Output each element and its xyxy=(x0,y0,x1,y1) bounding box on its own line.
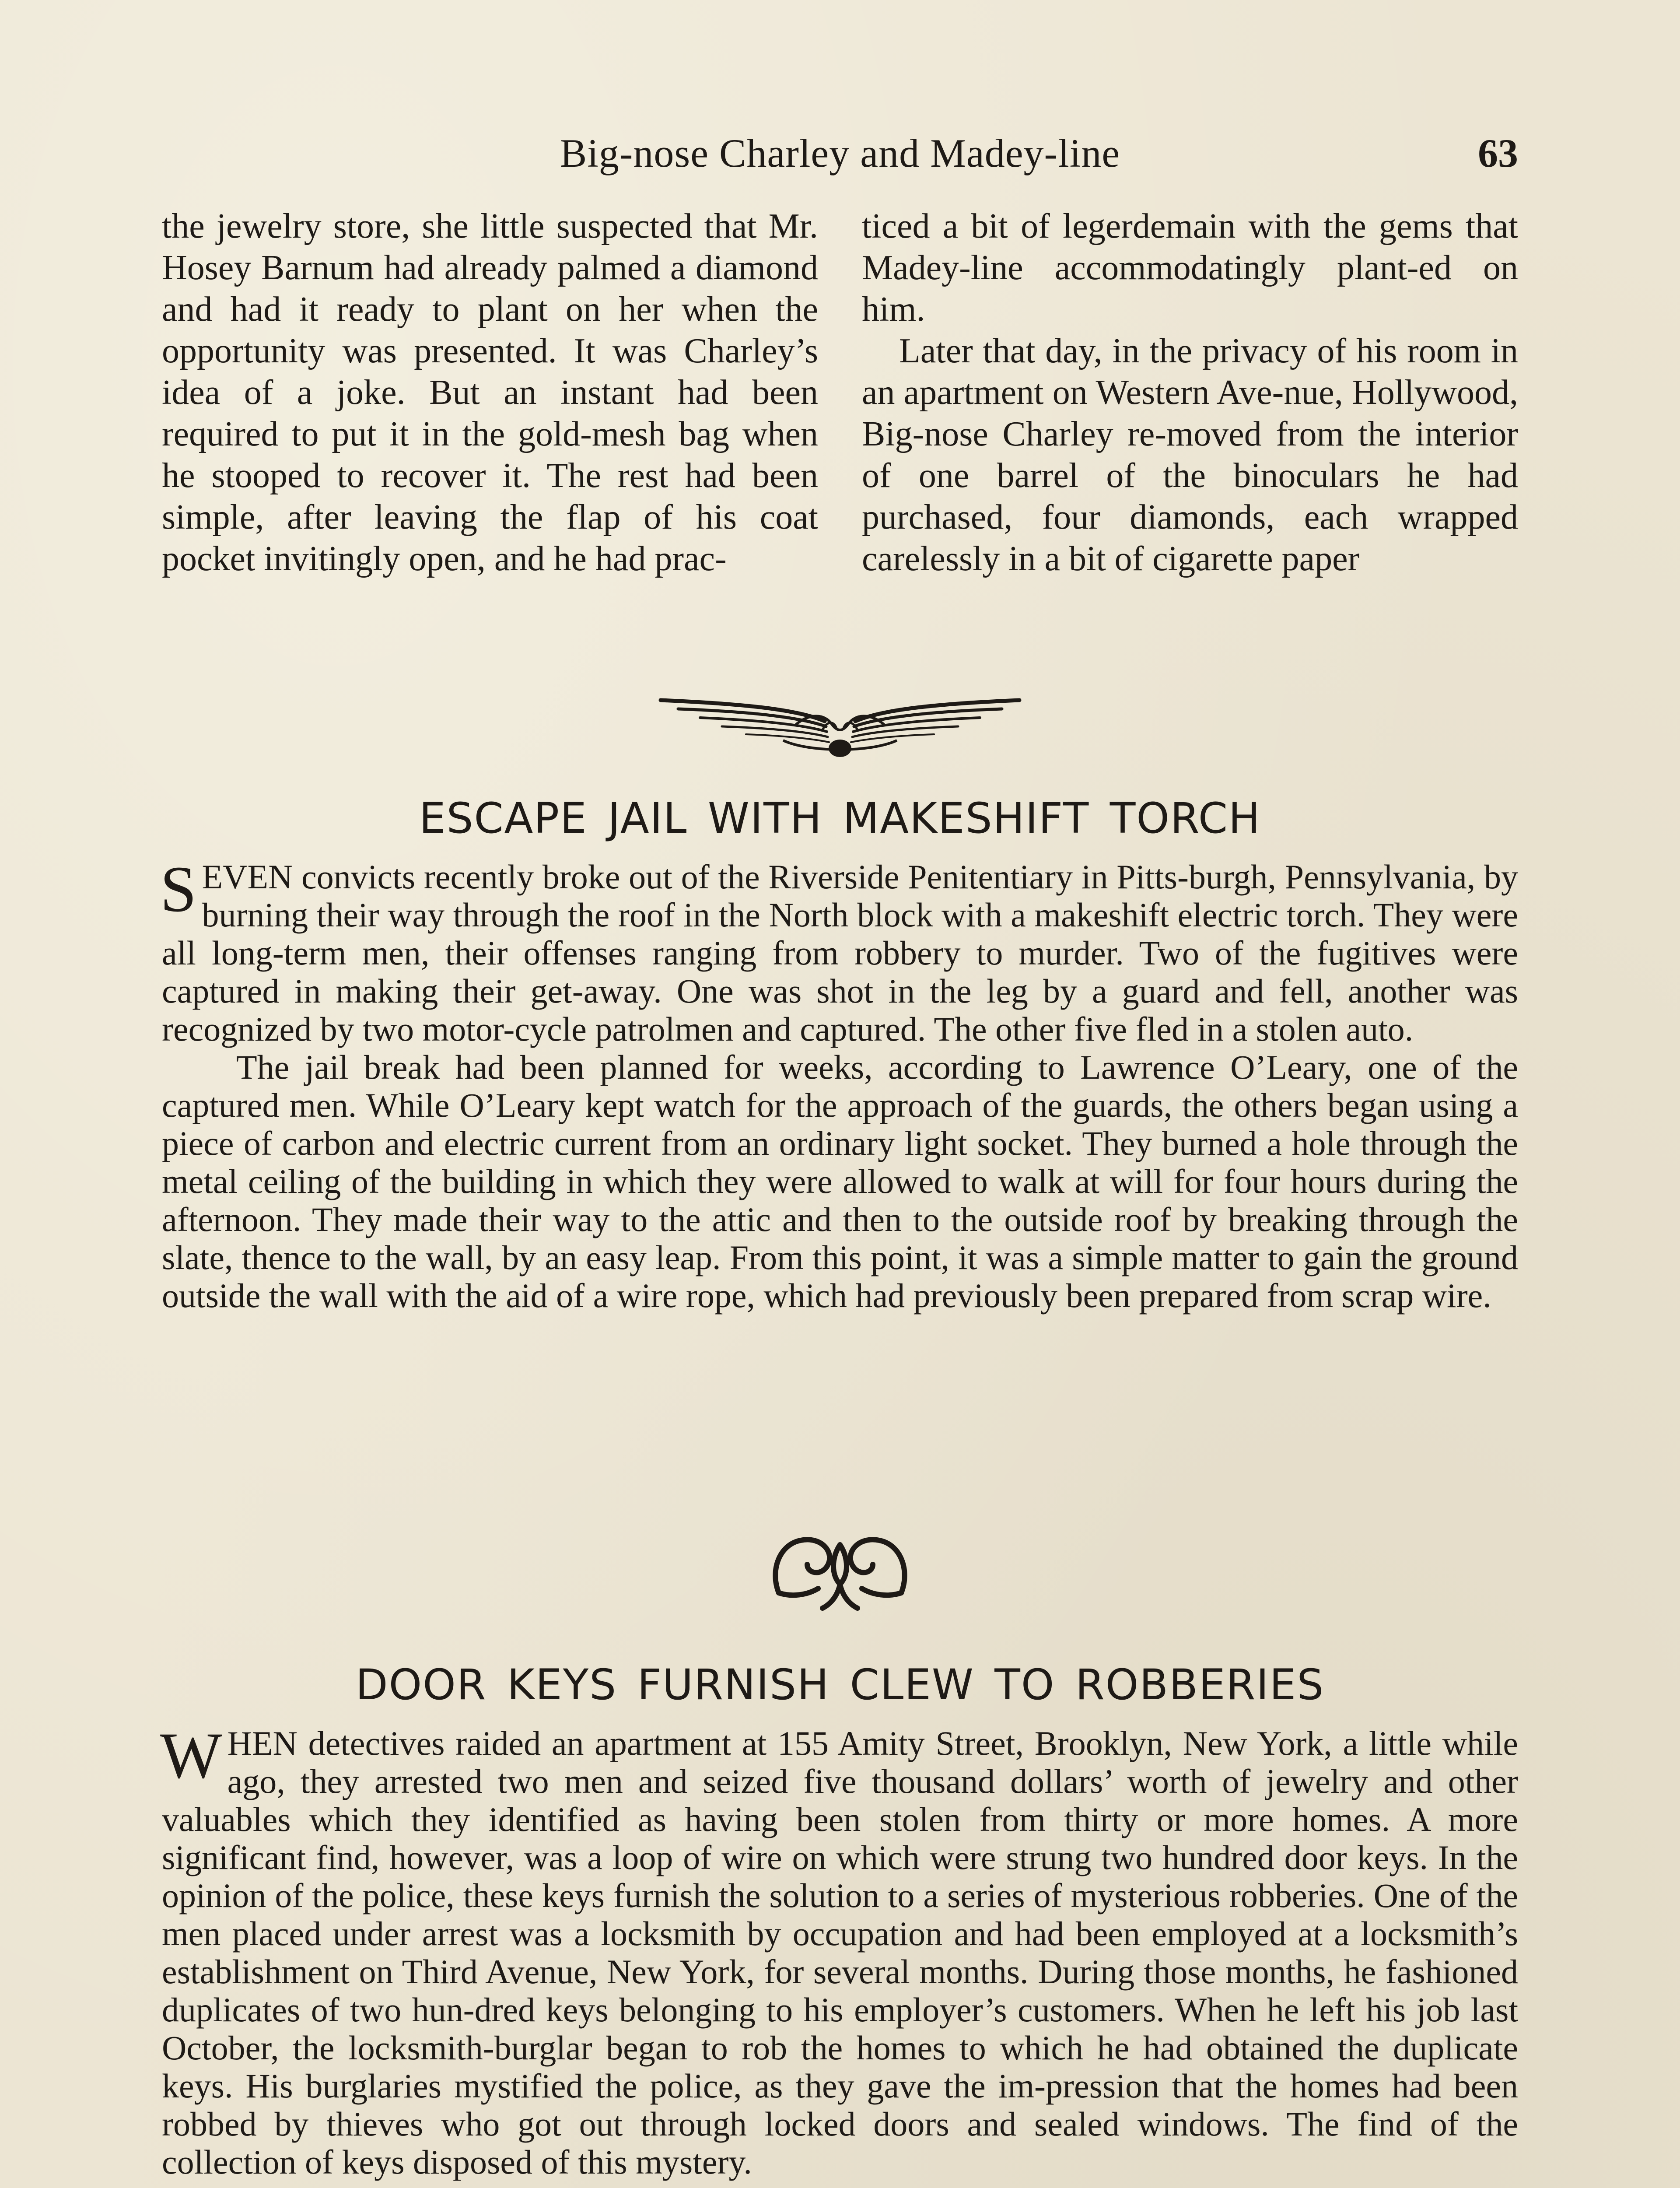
page-number: 63 xyxy=(1478,131,1518,175)
article-paragraph-2: The jail break had been planned for weeks, according to Lawrence O’Leary, one of the captured men. While O’Leary kept watch for the approach of the guards, the others began using a piece of carbon and electric current from an ordinary light socket. They burned a hole through the metal ceiling of the building in which they were allowed to walk at will for four hours during the afternoon. They made their way to the attic and then to the outside roof by breaking through the slate, thence to the wall, by an easy leap. From this point, it was a simple matter to gain the ground outside the wall with the aid of a wire rope, which had previously been prepared from scrap wire. xyxy=(162,1048,1518,1315)
running-title: Big-nose Charley and Madey-line xyxy=(560,131,1120,175)
article-paragraph-1 xyxy=(160,1719,1518,2181)
article-body xyxy=(160,853,1518,1315)
left-column-text: the jewelry store, she little suspected that Mr. Hosey Barnum had already palmed a diamond and had it ready to plant on her when the opportunity was presented. It was Charley’s idea of a joke. But an instant had been required to put it in the gold-mesh bag when he stooped to recover it. The rest had been simple, after leaving the flap of his coat pocket invitingly open, and he had prac- xyxy=(162,207,818,578)
right-column xyxy=(862,206,1518,580)
paragraph-text: HEN detectives raided an apartment at 155 Amity Street, Brooklyn, New York, a little while ago, they arrested two men and seized five thousand dollars’ worth of jewelry and other valuables which they identified as having been stolen from thirty or more homes. A more significant find, however, was a loop of wire on which were strung two hundred door keys. In the opinion of the police, these keys furnish the solution to a series of mysterious robberies. One of the men placed under arrest was a locksmith by occupation and had been employed at a locksmith’s establishment on Third Avenue, New York, for several months. During those months, he fashioned duplicates of two hun-dred keys belonging to his employer’s customers. When he left his job last October, the locksmith-burglar began to rob the homes to which he had obtained the duplicate keys. His burglaries mystified the police, as they gave the im-pression that the homes had been robbed by thieves who got out through locked doors and sealed windows. The find of the collection of keys disposed of this mystery. xyxy=(162,1724,1518,2181)
page-header xyxy=(162,127,1518,184)
article-headline: DOOR KEYS FURNISH CLEW TO ROBBERIES xyxy=(355,1660,1325,1709)
article-door-keys xyxy=(162,1659,1518,2181)
paragraph-text: EVEN convicts recently broke out of the Riverside Penitentiary in Pitts-burgh, Pennsylvania, by burning their way through the roof in the North block with a makeshift electric torch. They were all long-term men, their offenses ranging from robbery to murder. Two of the fugitives were captured in making their get-away. One was shot in the leg by a guard and fell, another was recognized by two motor-cycle patrolmen and captured. The other five fled in a stolen auto. xyxy=(162,858,1518,1048)
winged-ornament-icon xyxy=(652,683,1028,766)
swirl-ornament-icon xyxy=(766,1518,914,1615)
article-escape-jail xyxy=(162,792,1518,1315)
continued-story xyxy=(162,206,1518,580)
right-column-paragraph-2: Later that day, in the privacy of his room in an apartment on Western Ave-nue, Hollywood, Big-nose Charley re-moved from the interior of one barrel of the binoculars he had purchased, four diamonds, each wrapped carelessly in a bit of cigarette paper xyxy=(862,332,1518,578)
right-column-paragraph-1: ticed a bit of legerdemain with the gems that Madey-line accommodatingly plant-ed on him. xyxy=(862,207,1518,329)
drop-initial: S xyxy=(160,853,197,926)
left-column xyxy=(162,206,818,580)
article-headline: ESCAPE JAIL WITH MAKESHIFT TORCH xyxy=(419,794,1261,843)
article-paragraph-1 xyxy=(160,853,1518,1048)
drop-initial: W xyxy=(160,1719,222,1792)
article-body xyxy=(160,1719,1518,2181)
